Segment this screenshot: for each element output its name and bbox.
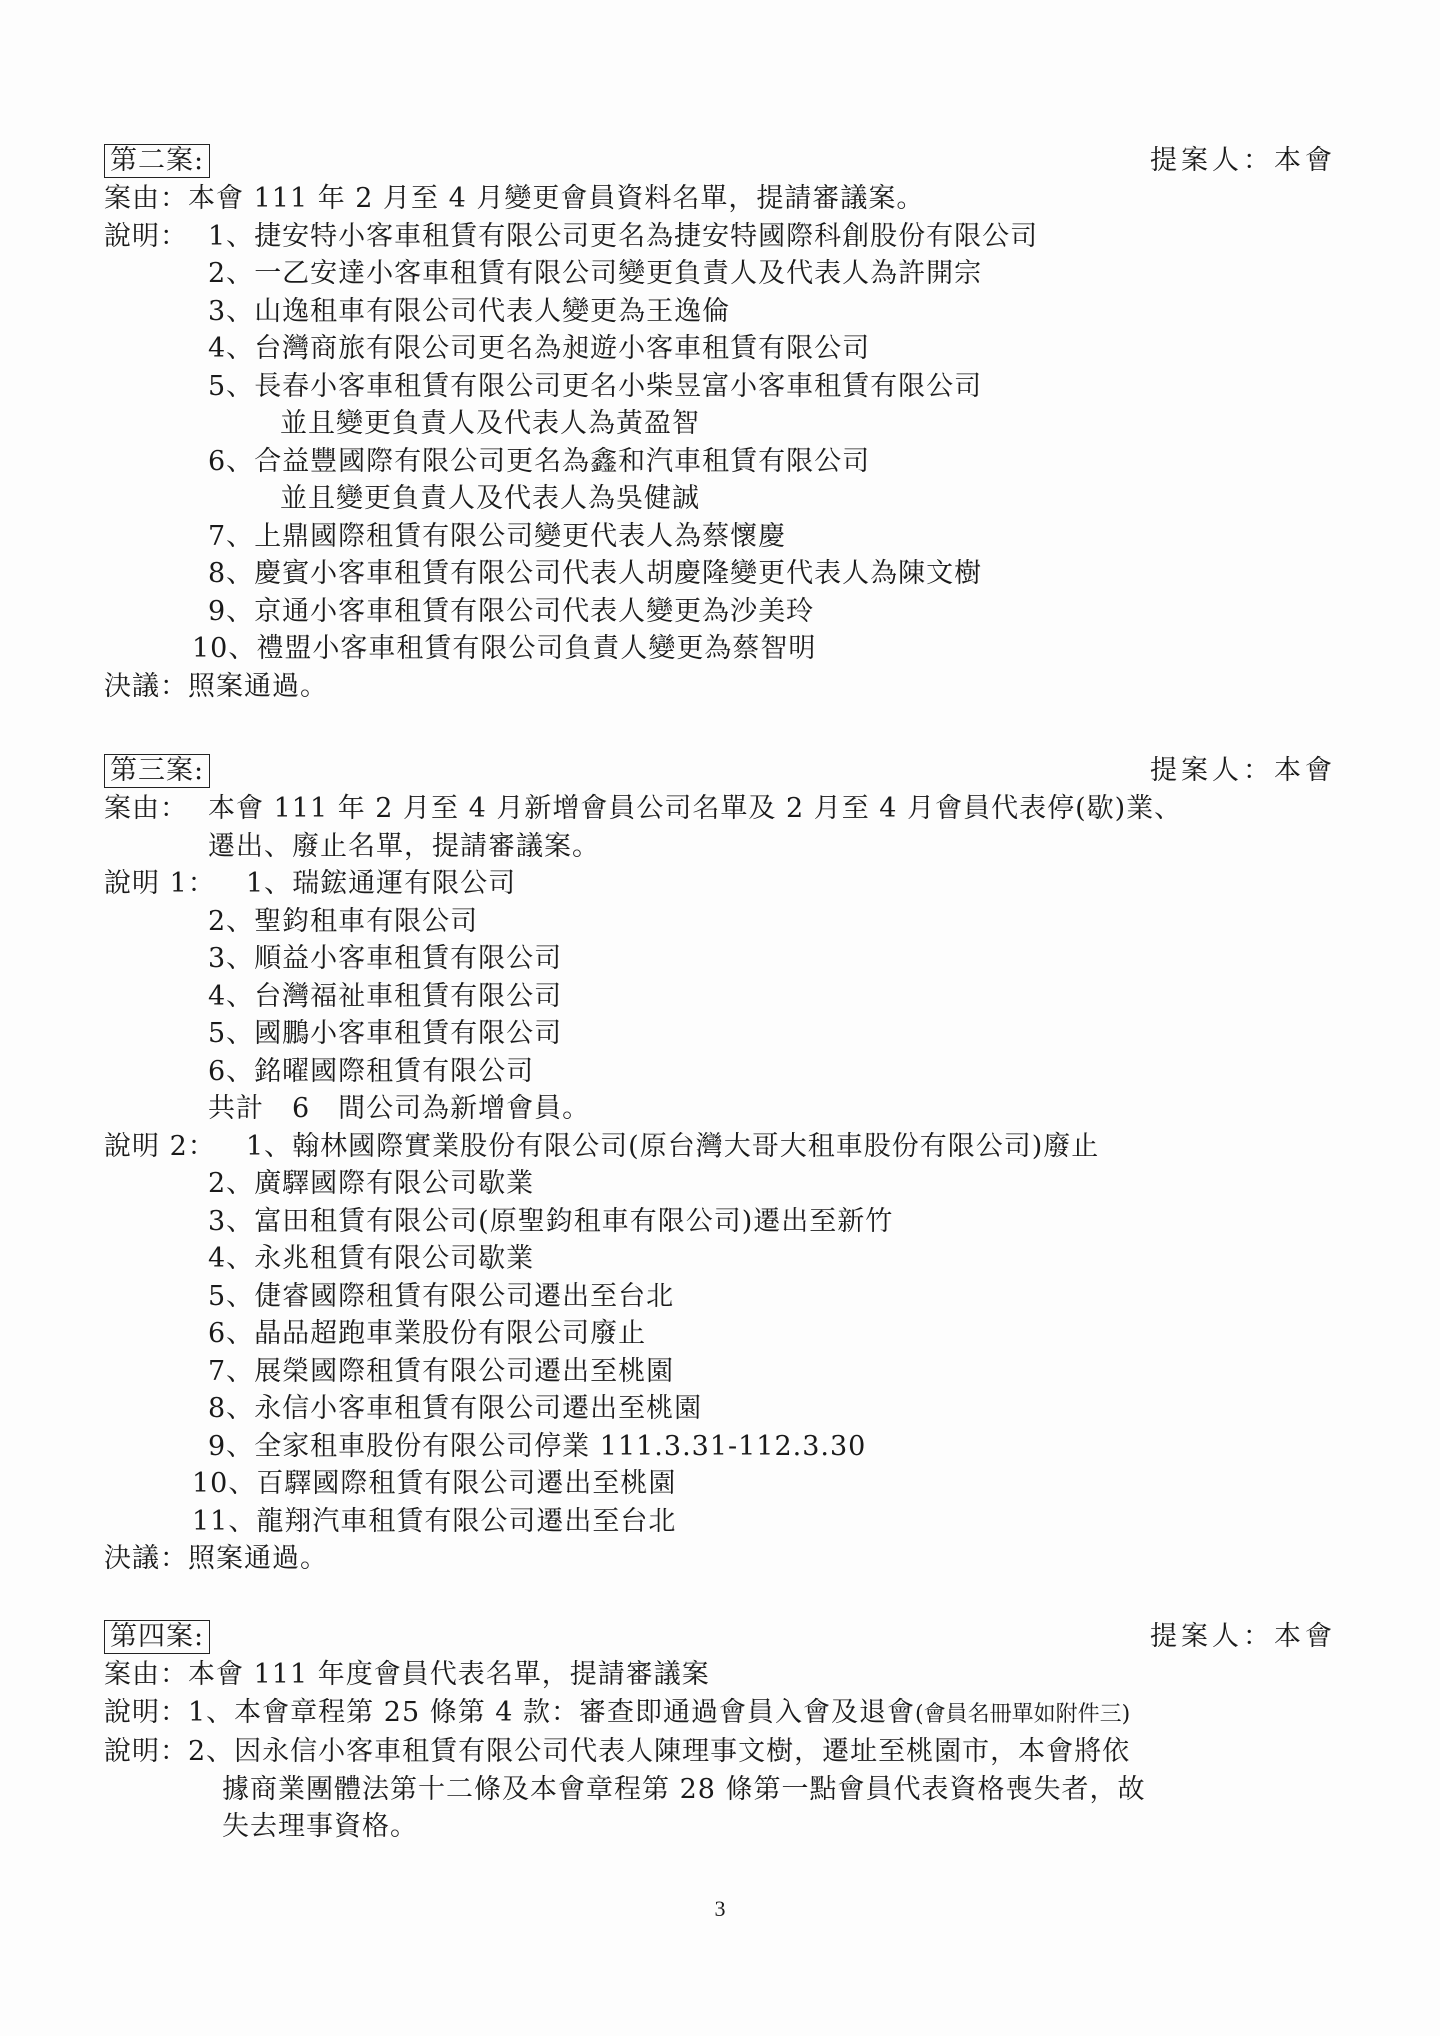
case-3-section bbox=[104, 752, 1336, 1578]
case-2-item-3: 3、山逸租車有限公司代表人變更為王逸倫 bbox=[208, 295, 731, 327]
case-2-item-10: 10、禮盟小客車租賃有限公司負責人變更為蔡智明 bbox=[192, 633, 817, 664]
case-4-note-1: 說明：1、本會章程第 25 條第 4 款：審查即通過會員入會及退會(會員名冊單如附件三) bbox=[104, 1696, 1131, 1728]
case-3-change-10: 10、百驛國際租賃有限公司遷出至桃園 bbox=[192, 1468, 677, 1499]
case-3-resolution: 決議：照案通過。 bbox=[104, 1543, 328, 1574]
case-4-proposer: 提案人：本會 bbox=[1150, 1621, 1336, 1652]
case-2-item-5-continuation: 並且變更負責人及代表人為黃盈智 bbox=[280, 408, 700, 439]
case-3-new-member-5: 5、國鵬小客車租賃有限公司 bbox=[208, 1018, 563, 1049]
case-2-item-1: 說明： 1、捷安特小客車租賃有限公司更名為捷安特國際科創股份有限公司 bbox=[104, 218, 1336, 256]
page-number: 3 bbox=[714, 1896, 726, 1921]
case-2-item-5: 5、長春小客車租賃有限公司更名小柴昱富小客車租賃有限公司 bbox=[208, 370, 983, 402]
case-2-label: 第二案: bbox=[104, 144, 210, 178]
case-4-label: 第四案: bbox=[104, 1620, 210, 1654]
case-3-change-4: 4、永兆租賃有限公司歇業 bbox=[208, 1243, 535, 1274]
case-3-change-2: 2、廣驛國際有限公司歇業 bbox=[208, 1168, 535, 1199]
case-2-header bbox=[104, 142, 1336, 180]
case-4-header bbox=[104, 1618, 1336, 1656]
case-3-reason-line-1: 案由： 本會 111 年 2 月至 4 月新增會員公司名單及 2 月至 4 月會員代表停(歇)業、 bbox=[104, 793, 1183, 824]
case-3-new-member-6: 6、銘曜國際租賃有限公司 bbox=[208, 1055, 535, 1087]
case-2-note-prefix: 說明： bbox=[104, 220, 188, 252]
case-3-reason-line-2: 遷出、廢止名單，提請審議案。 bbox=[208, 830, 600, 862]
case-3-new-member-total: 共計 6 間公司為新增會員。 bbox=[208, 1093, 591, 1124]
case-4-note-1-attachment: (會員名冊單如附件三) bbox=[915, 1701, 1131, 1727]
case-3-proposer: 提案人：本會 bbox=[1150, 755, 1336, 786]
case-2-item-6-continuation: 並且變更負責人及代表人為吳健誠 bbox=[280, 483, 700, 514]
case-2-proposer: 提案人：本會 bbox=[1150, 145, 1336, 176]
case-4-note-2-line-3: 失去理事資格。 bbox=[222, 1811, 418, 1842]
case-3-header bbox=[104, 752, 1336, 790]
case-4-reason: 案由：本會 111 年度會員代表名單，提請審議案 bbox=[104, 1659, 710, 1690]
case-3-new-member-1: 說明 1： 1、瑞鋐通運有限公司 bbox=[104, 865, 1336, 903]
case-3-change-8: 8、永信小客車租賃有限公司遷出至桃園 bbox=[208, 1393, 703, 1424]
case-2-item-8: 8、慶賓小客車租賃有限公司代表人胡慶隆變更代表人為陳文樹 bbox=[208, 558, 983, 589]
case-3-label: 第三案: bbox=[104, 754, 210, 788]
case-2-resolution: 決議：照案通過。 bbox=[104, 670, 328, 702]
case-2-reason: 案由：本會 111 年 2 月至 4 月變更會員資料名單，提請審議案。 bbox=[104, 183, 925, 214]
case-2-item-7: 7、上鼎國際租賃有限公司變更代表人為蔡懷慶 bbox=[208, 520, 787, 552]
case-3-new-member-4: 4、台灣福祉車租賃有限公司 bbox=[208, 980, 563, 1012]
case-2-item-6: 6、合益豐國際有限公司更名為鑫和汽車租賃有限公司 bbox=[208, 445, 871, 477]
case-4-section bbox=[104, 1618, 1336, 1846]
case-3-note-1-prefix: 說明 1： bbox=[104, 868, 216, 899]
case-3-change-5: 5、倢睿國際租賃有限公司遷出至台北 bbox=[208, 1280, 675, 1312]
case-2-item-4: 4、台灣商旅有限公司更名為昶遊小客車租賃有限公司 bbox=[208, 333, 871, 364]
case-3-change-3: 3、富田租賃有限公司(原聖鈞租車有限公司)遷出至新竹 bbox=[208, 1205, 894, 1237]
case-3-new-member-3: 3、順益小客車租賃有限公司 bbox=[208, 943, 563, 974]
case-2-item-2: 2、一乙安達小客車租賃有限公司變更負責人及代表人為許開宗 bbox=[208, 258, 983, 289]
case-4-note-2-line-1: 說明：2、因永信小客車租賃有限公司代表人陳理事文樹，遷址至桃園市，本會將依 bbox=[104, 1736, 1131, 1767]
case-3-change-11: 11、龍翔汽車租賃有限公司遷出至台北 bbox=[192, 1505, 677, 1537]
case-3-change-9: 9、全家租車股份有限公司停業 111.3.31-112.3.30 bbox=[208, 1430, 867, 1462]
case-3-change-1: 說明 2： 1、翰林國際實業股份有限公司(原台灣大哥大租車股份有限公司)廢止 bbox=[104, 1128, 1336, 1166]
case-3-change-6: 6、晶品超跑車業股份有限公司廢止 bbox=[208, 1318, 647, 1349]
case-4-note-2-line-2: 據商業團體法第十二條及本會章程第 28 條第一點會員代表資格喪失者，故 bbox=[222, 1773, 1146, 1805]
case-3-note-2-prefix: 說明 2： bbox=[104, 1130, 216, 1162]
case-3-change-7: 7、展榮國際租賃有限公司遷出至桃園 bbox=[208, 1355, 675, 1387]
case-3-new-member-2: 2、聖鈞租車有限公司 bbox=[208, 905, 479, 937]
case-2-item-9: 9、京通小客車租賃有限公司代表人變更為沙美玲 bbox=[208, 595, 815, 627]
case-2-section bbox=[104, 142, 1336, 705]
